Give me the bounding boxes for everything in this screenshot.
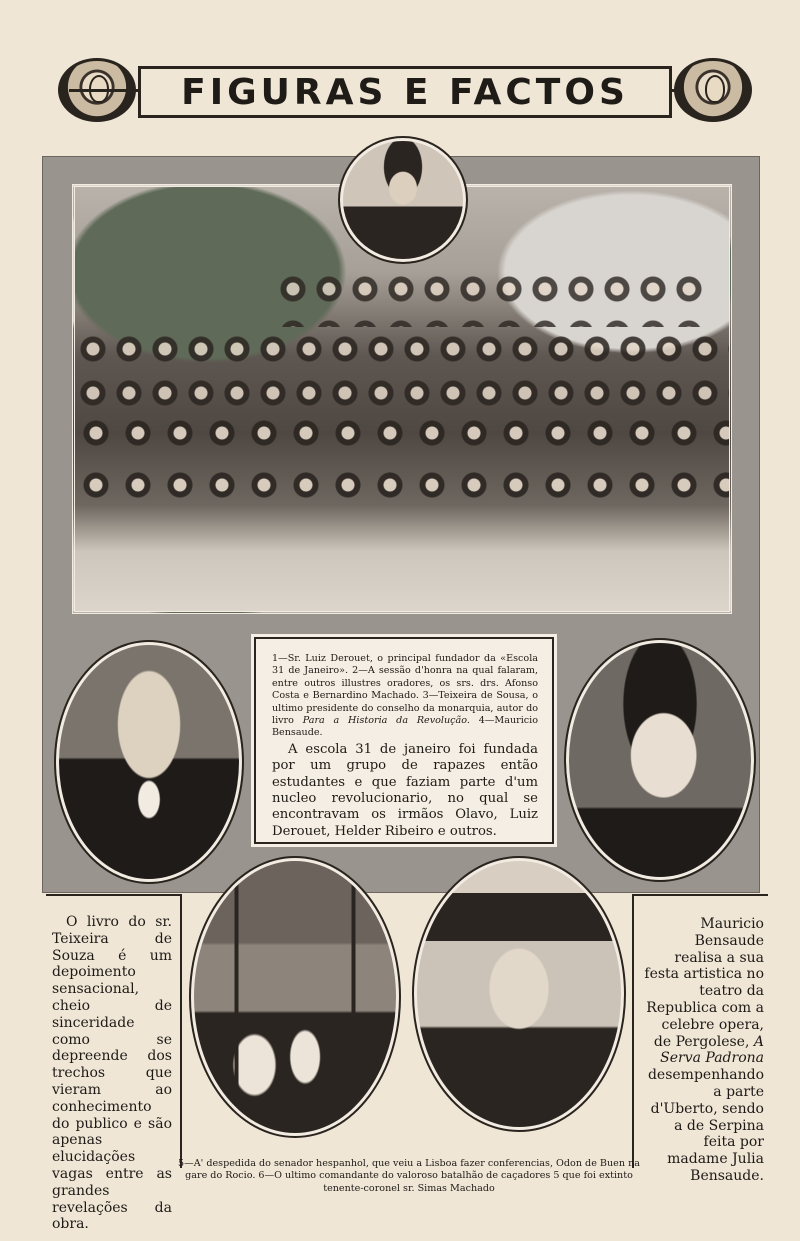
photo-row-middle bbox=[75, 327, 729, 417]
page-title: FIGURAS E FACTOS bbox=[181, 71, 629, 113]
photo-row-back bbox=[275, 267, 705, 327]
right-text-column bbox=[632, 894, 768, 1184]
caption-box bbox=[254, 637, 554, 844]
photo-captions: 1—Sr. Luiz Derouet, o principal fundador da «Escola 31 de Janeiro». 2—A sessão d'honra na qual falaram, entre outros illustres oradores, os srs. drs. Afonso Costa e Bernardino Machado. 3—Teixeira de Sousa, o ultimo presidente do conselho da monarquia, autor do livro Para a Historia da Revolução. 4—Mauricio Bensaude. bbox=[272, 653, 538, 739]
left-text-column bbox=[46, 894, 182, 1233]
medallion-face-icon bbox=[705, 75, 725, 103]
portrait-mauricio-bensaude bbox=[566, 640, 754, 880]
bottom-caption: 5—A' despedida do senador hespanhol, que veiu a Lisboa fazer conferencias, Odon de Buen na gare do Rocio. 6—O ultimo comandante do valoroso batalhão de caçadores 5 que foi extinto tenente-coronel sr. Simas Machado bbox=[178, 1158, 640, 1194]
portrait-luiz-derouet bbox=[340, 138, 466, 262]
page-header bbox=[58, 58, 752, 124]
portrait-teixeira-de-sousa bbox=[56, 642, 242, 882]
right-column-text: Mauricio Bensaude realisa a sua festa artistica no teatro da Republica com a celebre opera, de Pergolese, A Serva Padrona desempenhando a parte d'Uberto, sendo a de Serpina feita por madame Julia Bensaude. bbox=[644, 916, 764, 1184]
school-description: A escola 31 de janeiro foi fundada por um grupo de rapazes então estudantes e que faziam parte d'um nucleo revolucionario, no qual se encontravam os irmãos Olavo, Luiz Derouet, Helder Ribeiro e outros. bbox=[272, 741, 538, 839]
right-ornament-medallion bbox=[674, 58, 752, 122]
portrait-simas-machado bbox=[414, 858, 624, 1130]
photo-row-front bbox=[75, 407, 729, 517]
left-column-text: O livro do sr. Teixeira de Souza é um depoimento sensacional, cheio de sinceridade como se depreende dos trechos que vieram ao conhecimento do publico e são apenas elucidações vagas entre as grandes revelações da obra. bbox=[52, 914, 172, 1233]
title-banner bbox=[138, 66, 672, 118]
photo-train-departure bbox=[191, 858, 399, 1136]
